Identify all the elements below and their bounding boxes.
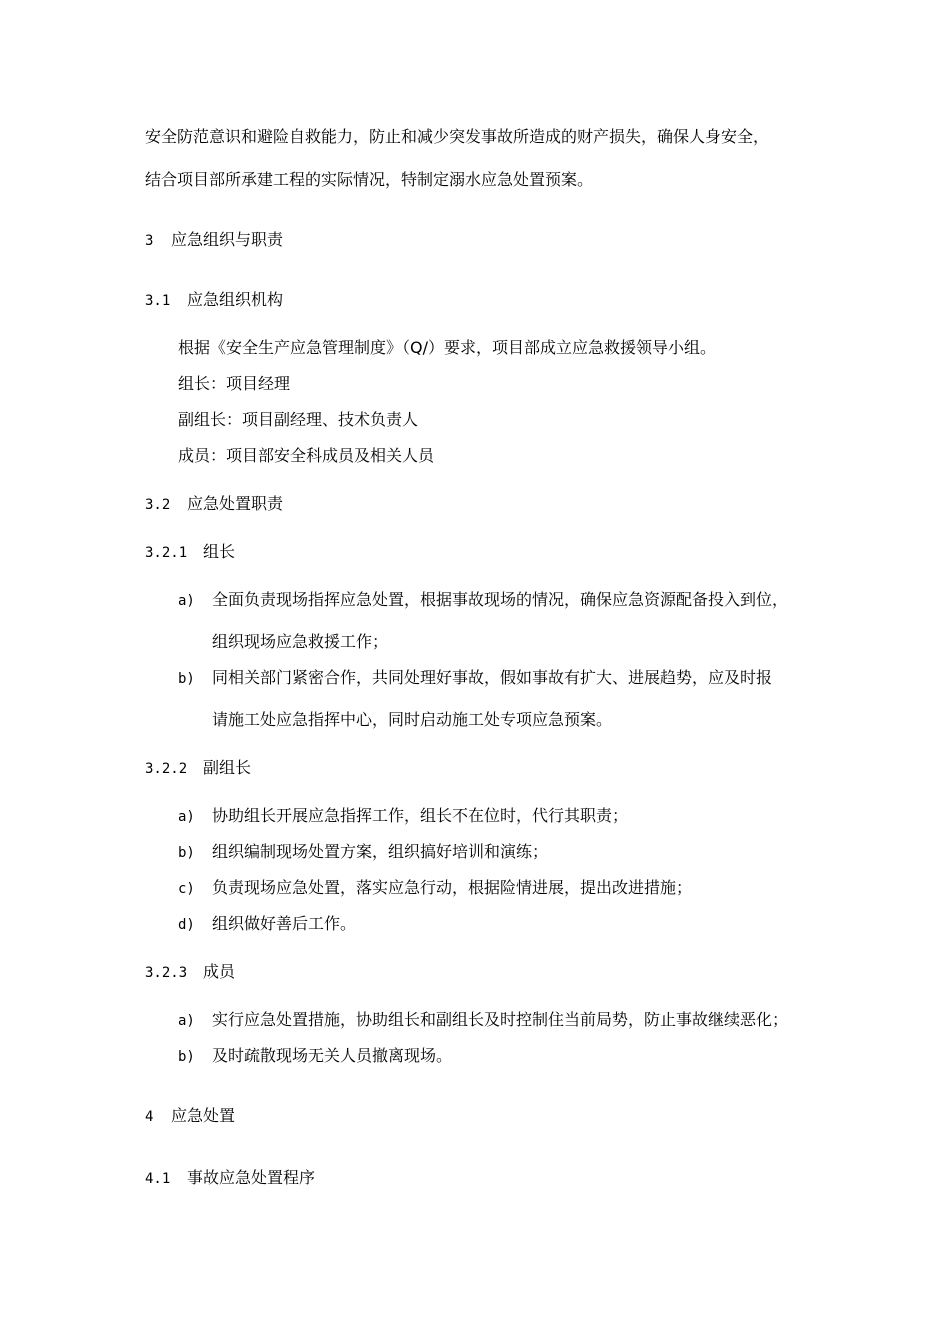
section-number: 3.2.3 (145, 965, 188, 981)
paragraph: 副组长：项目副经理、技术负责人 (178, 410, 419, 429)
list-marker: b) (178, 1049, 195, 1065)
list-item (178, 842, 548, 862)
section-heading-4-1 (145, 1168, 315, 1188)
list-item-text: 同相关部门紧密合作，共同处理好事故，假如事故有扩大、进展趋势，应及时报 (212, 668, 773, 687)
section-heading-3-2-3 (145, 962, 235, 982)
list-item (178, 590, 788, 610)
section-title: 应急组织与职责 (171, 230, 284, 249)
section-title: 应急组织机构 (187, 290, 284, 309)
section-heading-3-2-1 (145, 542, 235, 562)
intro-line-1: 安全防范意识和避险自救能力，防止和减少突发事故所造成的财产损失，确保人身安全， (145, 127, 770, 146)
list-item (178, 1010, 788, 1030)
list-marker: a) (178, 1013, 195, 1029)
section-number: 4 (145, 1109, 154, 1125)
section-number: 3.2 (145, 497, 171, 513)
section-title: 应急处置职责 (187, 494, 284, 513)
list-item-text: 组织编制现场处置方案，组织搞好培训和演练； (212, 842, 549, 861)
list-item (178, 1046, 452, 1066)
list-marker: a) (178, 809, 195, 825)
intro-line-2: 结合项目部所承建工程的实际情况，特制定溺水应急处置预案。 (145, 170, 594, 189)
list-item (178, 668, 772, 688)
paragraph: 根据《安全生产应急管理制度》（Q/）要求，项目部成立应急救援领导小组。 (178, 338, 716, 357)
list-item-text: 全面负责现场指挥应急处置，根据事故现场的情况，确保应急资源配备投入到位， (212, 590, 789, 609)
list-item-text: 负责现场应急处置，落实应急行动，根据险情进展，提出改进措施； (212, 878, 693, 897)
section-title: 应急处置 (171, 1106, 236, 1125)
list-marker: b) (178, 671, 195, 687)
list-marker: d) (178, 917, 195, 933)
list-item (178, 914, 356, 934)
list-item-continuation: 请施工处应急指挥中心，同时启动施工处专项应急预案。 (212, 710, 613, 729)
section-number: 3.2.1 (145, 545, 188, 561)
section-heading-3 (145, 230, 283, 250)
list-item-text: 协助组长开展应急指挥工作，组长不在位时，代行其职责； (212, 806, 629, 825)
section-number: 3 (145, 233, 154, 249)
section-number: 3.1 (145, 293, 171, 309)
list-item (178, 806, 628, 826)
list-item-text: 组织做好善后工作。 (212, 914, 357, 933)
section-heading-3-2-2 (145, 758, 251, 778)
section-heading-4 (145, 1106, 235, 1126)
list-item (178, 878, 692, 898)
section-number: 3.2.2 (145, 761, 188, 777)
section-title: 组长 (203, 542, 236, 561)
section-title: 副组长 (203, 758, 252, 777)
list-marker: c) (178, 881, 195, 897)
list-item-text: 实行应急处置措施，协助组长和副组长及时控制住当前局势，防止事故继续恶化； (212, 1010, 789, 1029)
section-number: 4.1 (145, 1171, 171, 1187)
list-marker: b) (178, 845, 195, 861)
paragraph: 成员：项目部安全科成员及相关人员 (178, 446, 435, 465)
section-heading-3-1 (145, 290, 283, 310)
section-title: 事故应急处置程序 (187, 1168, 316, 1187)
list-item-text: 及时疏散现场无关人员撤离现场。 (212, 1046, 453, 1065)
section-title: 成员 (203, 962, 236, 981)
paragraph: 组长：项目经理 (178, 374, 291, 393)
list-item-continuation: 组织现场应急救援工作； (212, 632, 389, 651)
section-heading-3-2 (145, 494, 283, 514)
list-marker: a) (178, 593, 195, 609)
